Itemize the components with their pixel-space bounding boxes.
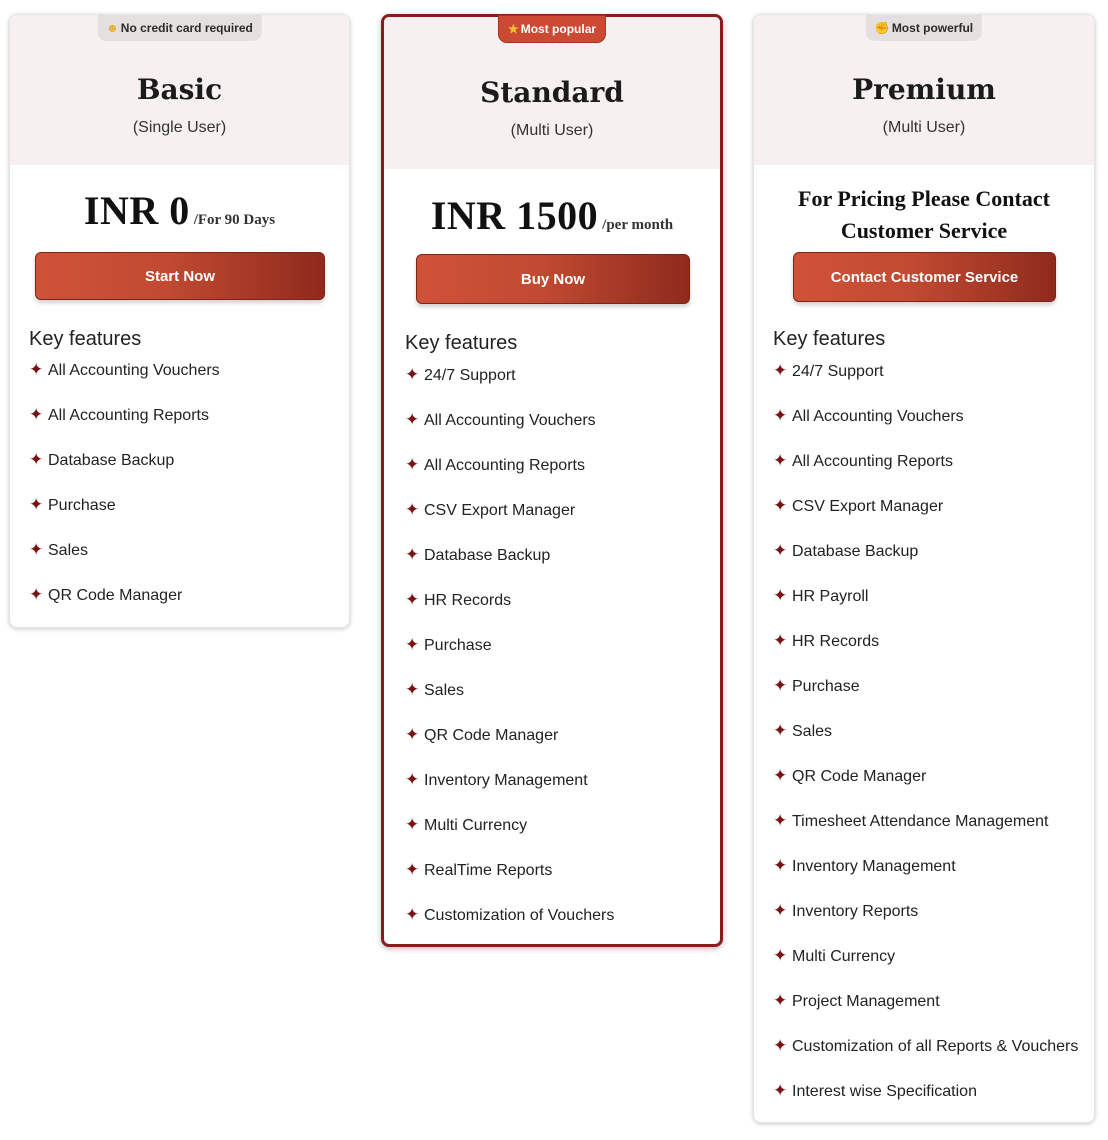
sparkle-icon: ✦ — [405, 365, 420, 384]
sparkle-icon: ✦ — [29, 495, 44, 514]
sparkle-icon: ✦ — [773, 541, 788, 560]
sparkle-icon: ✦ — [773, 361, 788, 380]
plan-subtitle: (Multi User) — [510, 122, 594, 139]
plan-subtitle: (Single User) — [132, 119, 227, 136]
sparkle-icon: ✦ — [29, 405, 44, 424]
list-item: ✦ Project Management — [773, 991, 940, 1010]
list-item: ✦ Purchase — [773, 676, 860, 695]
plan-price — [384, 192, 720, 239]
sparkle-icon: ✦ — [773, 991, 788, 1010]
list-item: ✦ Purchase — [29, 495, 116, 514]
sparkle-icon: ✦ — [773, 856, 788, 875]
list-item: ✦ HR Records — [773, 631, 880, 650]
sparkle-icon: ✦ — [405, 590, 420, 609]
plan-badge — [866, 15, 982, 41]
sparkle-icon: ✦ — [773, 946, 788, 965]
list-item: ✦ Timesheet Attendance Management — [773, 811, 1049, 830]
sparkle-icon: ✦ — [773, 496, 788, 515]
price-amount: INR 1500 — [430, 193, 599, 238]
badge-label: No credit card required — [120, 21, 253, 35]
list-item: ✦ Database Backup — [29, 450, 175, 469]
sparkle-icon: ✦ — [773, 901, 788, 920]
sparkle-icon: ✦ — [773, 721, 788, 740]
list-item: ✦ All Accounting Reports — [405, 455, 585, 474]
sparkle-icon: ✦ — [773, 451, 788, 470]
list-item: ✦ Purchase — [405, 635, 492, 654]
contact-customer-service-button[interactable]: Contact Customer Service — [793, 252, 1056, 302]
list-item: ✦ All Accounting Vouchers — [773, 406, 964, 425]
plan-header — [754, 15, 1094, 165]
sparkle-icon: ✦ — [773, 586, 788, 605]
features-title: Key features — [29, 328, 142, 350]
list-item: ✦ All Accounting Reports — [29, 405, 209, 424]
list-item: ✦ Sales — [29, 540, 89, 559]
list-item: ✦ Inventory Management — [405, 770, 588, 789]
sparkle-icon: ✦ — [405, 455, 420, 474]
list-item: ✦ All Accounting Vouchers — [405, 410, 596, 429]
list-item: ✦ Database Backup — [773, 541, 919, 560]
plan-name: Premium — [852, 73, 996, 106]
list-item: ✦ Sales — [405, 680, 465, 699]
list-item: ✦ All Accounting Reports — [773, 451, 953, 470]
list-item: ✦ QR Code Manager — [773, 766, 927, 785]
list-item: ✦ QR Code Manager — [405, 725, 559, 744]
plan-header — [10, 15, 349, 165]
sparkle-icon: ✦ — [405, 680, 420, 699]
sparkle-icon: ✦ — [773, 631, 788, 650]
sparkle-icon: ✦ — [405, 725, 420, 744]
sparkle-icon: ✦ — [773, 1081, 788, 1100]
list-item: ✦ Interest wise Specification — [773, 1081, 977, 1100]
sparkle-icon: ✦ — [405, 500, 420, 519]
start-now-button[interactable]: Start Now — [35, 252, 325, 300]
list-item: ✦ Database Backup — [405, 545, 551, 564]
plan-subtitle: (Multi User) — [882, 119, 966, 136]
sparkle-icon: ✦ — [405, 770, 420, 789]
flexed-biceps-icon: ✊ — [874, 21, 890, 35]
feature-list — [405, 366, 614, 951]
features-title: Key features — [773, 328, 886, 350]
sparkle-icon: ✦ — [29, 585, 44, 604]
buy-now-button[interactable]: Buy Now — [416, 254, 690, 304]
sparkle-icon: ✦ — [29, 360, 44, 379]
plan-card-standard — [381, 14, 723, 947]
list-item: ✦ Customization of all Reports & Vouchers — [773, 1036, 1079, 1055]
sparkle-icon: ✦ — [405, 635, 420, 654]
sparkle-icon: ✦ — [773, 766, 788, 785]
list-item: ✦ Customization of Vouchers — [405, 905, 615, 924]
price-unit: /For 90 Days — [193, 212, 276, 228]
star-icon: ★ — [507, 22, 519, 36]
badge-label: Most powerful — [891, 21, 974, 35]
sparkle-icon: ✦ — [405, 545, 420, 564]
sparkle-icon: ✦ — [29, 450, 44, 469]
sparkle-icon: ✦ — [773, 1036, 788, 1055]
plan-badge — [97, 15, 262, 41]
plan-name: Basic — [136, 73, 223, 106]
sparkle-icon: ✦ — [405, 905, 420, 924]
list-item: ✦ Multi Currency — [773, 946, 896, 965]
sparkle-icon: ✦ — [29, 540, 44, 559]
plan-card-premium — [753, 14, 1095, 1123]
list-item: ✦ CSV Export Manager — [773, 496, 944, 515]
sparkle-icon: ✦ — [773, 676, 788, 695]
plan-badge — [498, 15, 606, 43]
sparkle-icon: ✦ — [405, 860, 420, 879]
price-amount: INR 0 — [83, 188, 190, 233]
list-item: ✦ Inventory Management — [773, 856, 956, 875]
price-unit: /per month — [602, 217, 674, 233]
list-item: ✦ 24/7 Support — [405, 365, 516, 384]
feature-list — [773, 362, 1078, 1127]
plan-header — [384, 17, 720, 169]
list-item: ✦ All Accounting Vouchers — [29, 360, 220, 379]
feature-list — [29, 361, 220, 631]
sparkle-icon: ✦ — [773, 406, 788, 425]
list-item: ✦ HR Records — [405, 590, 512, 609]
badge-label: Most popular — [520, 22, 597, 36]
pricing-note — [754, 183, 1094, 247]
list-item: ✦ Inventory Reports — [773, 901, 919, 920]
sparkle-icon: ✦ — [405, 815, 420, 834]
features-title: Key features — [405, 332, 518, 354]
list-item: ✦ 24/7 Support — [773, 361, 884, 380]
list-item: ✦ HR Payroll — [773, 586, 869, 605]
sparkle-icon: ✦ — [405, 410, 420, 429]
list-item: ✦ Multi Currency — [405, 815, 528, 834]
list-item: ✦ RealTime Reports — [405, 860, 553, 879]
list-item: ✦ CSV Export Manager — [405, 500, 576, 519]
plan-card-basic — [9, 14, 350, 628]
plan-price — [10, 187, 349, 234]
plan-name: Standard — [480, 76, 624, 109]
grinning-face-icon: ☻ — [106, 21, 119, 35]
list-item: ✦ Sales — [773, 721, 833, 740]
list-item: ✦ QR Code Manager — [29, 585, 183, 604]
pricing-note-text: For Pricing Please Contact Customer Service — [798, 186, 1050, 243]
sparkle-icon: ✦ — [773, 811, 788, 830]
